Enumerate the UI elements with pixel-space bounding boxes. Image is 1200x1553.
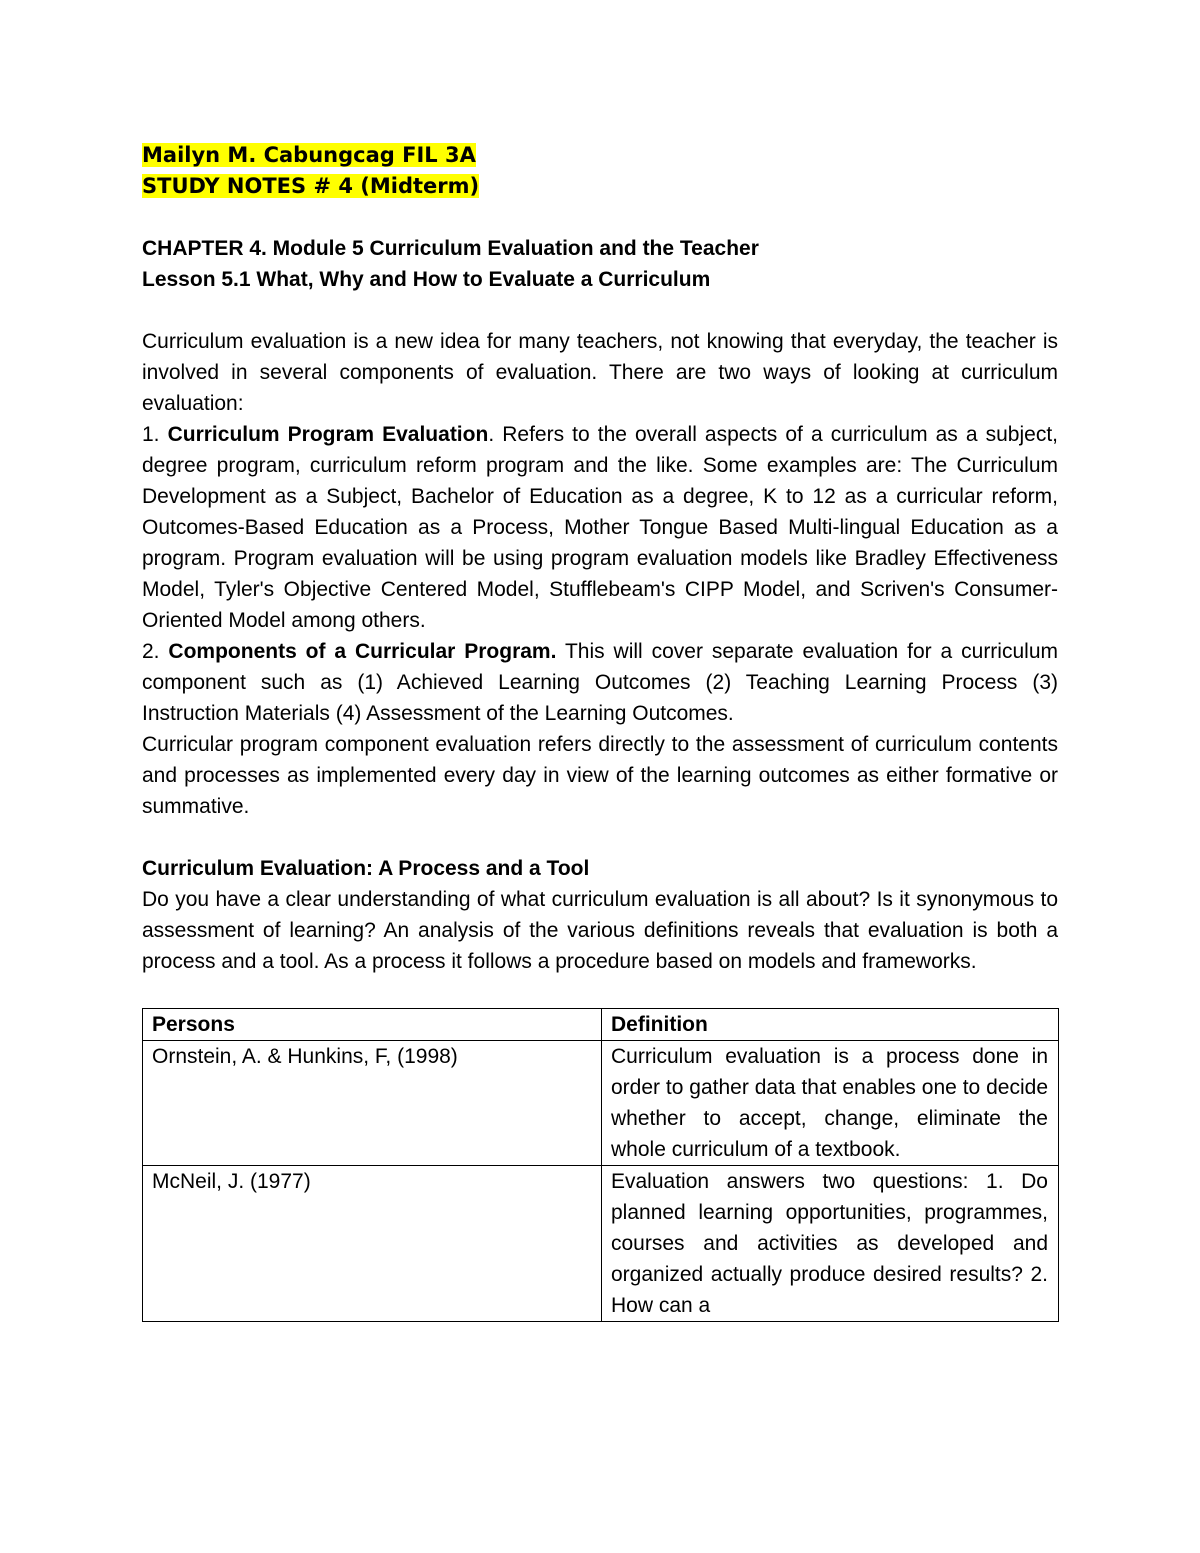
chapter-title: CHAPTER 4. Module 5 Curriculum Evaluation and the Teacher [142, 237, 759, 260]
spacer [142, 295, 1058, 326]
list-item-components [142, 636, 1058, 729]
person-cell: McNeil, J. (1977) [143, 1166, 602, 1322]
list-item-text: . Refers to the overall aspects of a curriculum as a subject, degree program, curriculum reform program and the like. Some examples are: The Curriculum Development as a Subject, Bachelor of Education as a degree, K to 12 as a curricular reform, Outcomes-Based Education as a Process, Mother Tongue Based Multi-lingual Education as a program. Program evaluation will be using program evaluation models like Bradley Effectiveness Model, Tyler's Objective Centered Model, Stufflebeam's CIPP Model, and Scriven's Consumer-Oriented Model among others. [142, 423, 1059, 632]
author-line [142, 140, 1058, 171]
spacer [142, 822, 1058, 853]
notes-line [142, 171, 1058, 202]
table-row [143, 1041, 1059, 1166]
list-item-text: This will cover separate evaluation for a curriculum component such as (1) Achieved Learning Outcomes (2) Teaching Learning Process (3) Instruction Materials (4) Assessment of the Learning Outcomes. [142, 640, 1058, 725]
table-row [143, 1166, 1059, 1322]
header-definition: Definition [602, 1009, 1059, 1041]
person-cell: Ornstein, A. & Hunkins, F, (1998) [143, 1041, 602, 1166]
list-item-term: Curriculum Program Evaluation [167, 423, 489, 446]
definition-cell: Curriculum evaluation is a process done in order to gather data that enables one to decide whether to accept, change, eliminate the whole curriculum of a textbook. [602, 1041, 1059, 1166]
list-item-program-evaluation [142, 419, 1058, 636]
section-paragraph: Do you have a clear understanding of what curriculum evaluation is all about? Is it synonymous to assessment of learning? An analysis of the various definitions reveals that evaluation is both a process and a tool. As a process it follows a procedure based on models and frameworks. [142, 888, 1058, 973]
table-header-row [143, 1009, 1059, 1041]
list-item-number: 1. [142, 423, 168, 446]
header-persons: Persons [143, 1009, 602, 1041]
spacer [142, 202, 1058, 233]
notes-highlight: STUDY NOTES # 4 (Midterm) [142, 174, 480, 198]
lesson-title: Lesson 5.1 What, Why and How to Evaluate a Curriculum [142, 268, 711, 291]
list-item-term: Components of a Curricular Program. [168, 640, 557, 663]
section-title: Curriculum Evaluation: A Process and a Tool [142, 857, 590, 880]
component-paragraph: Curricular program component evaluation refers directly to the assessment of curriculum contents and processes as implemented every day in view of the learning outcomes as either formative or summative. [142, 733, 1058, 818]
definitions-table [142, 1008, 1059, 1322]
list-item-number: 2. [142, 640, 169, 663]
definition-cell: Evaluation answers two questions: 1. Do planned learning opportunities, programmes, courses and activities as developed and organized actually produce desired results? 2. How can a [602, 1166, 1059, 1322]
document-page [142, 140, 1058, 1322]
author-highlight: Mailyn M. Cabungcag FIL 3A [142, 143, 476, 167]
intro-paragraph: Curriculum evaluation is a new idea for many teachers, not knowing that everyday, the teacher is involved in several components of evaluation. There are two ways of looking at curriculum evaluation: [142, 330, 1058, 415]
